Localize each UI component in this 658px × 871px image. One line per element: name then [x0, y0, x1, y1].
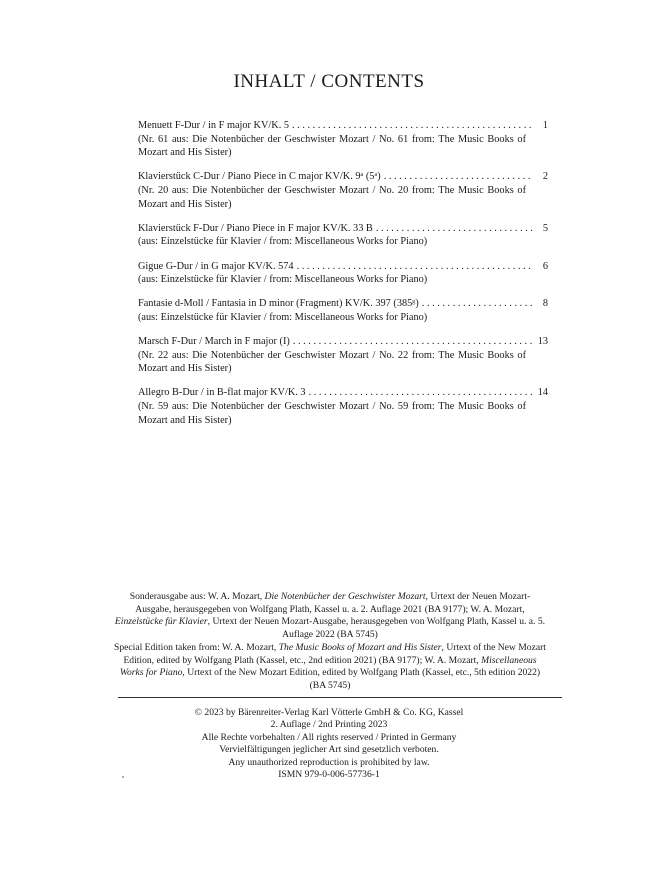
biblio-work-title: Miscellaneous Works for Piano,	[119, 654, 537, 679]
stray-mark	[122, 776, 124, 778]
biblio-work-title: Einzelstücke für Klavier	[114, 616, 208, 628]
toc-entry-title: Marsch F-Dur / March in F major (I)	[138, 336, 290, 348]
leader-dots	[292, 119, 533, 133]
leader-dots	[309, 386, 533, 400]
leader-dots	[376, 222, 533, 236]
biblio-text: Sonderausgabe aus: W. A. Mozart,	[129, 591, 265, 602]
leader-dots	[422, 297, 533, 311]
biblio-text: , Urtext der Neuen Mozart-Ausgabe, herausgegeben von Wolfgang Plath, Kassel u. a. 2. Auflage 2021 (BA 9177); W. A. Mozart,	[135, 591, 531, 615]
toc-page-number: 1	[542, 120, 548, 131]
leader-dots	[384, 170, 533, 184]
toc-page-number: 6	[542, 260, 548, 272]
leader-dots	[293, 335, 533, 349]
toc-entry	[138, 335, 548, 376]
toc-entry	[138, 222, 548, 249]
toc-entry-title: Allegro B-Dur / in B-flat major KV/K. 3	[138, 387, 306, 399]
toc-entry	[138, 170, 548, 211]
toc-page-number: 5	[542, 222, 548, 234]
toc-entry-title: Gigue G-Dur / in G major KV/K. 574	[138, 260, 294, 272]
toc-entry	[138, 260, 548, 287]
toc-entry-source: (aus: Einzelstücke für Klavier / from: Miscellaneous Works for Piano)	[138, 311, 428, 323]
ismn-line: ISMN 979-0-006-57736-1	[278, 769, 380, 781]
imprint	[0, 707, 658, 781]
toc-entry-title: Klavierstück F-Dur / Piano Piece in F major KV/K. 33 B	[138, 222, 373, 234]
toc-entry-title: Fantasie d-Moll / Fantasia in D minor (Fragment) KV/K. 397 (385ᵍ)	[138, 298, 419, 310]
biblio-work-title: The Music Books of Mozart and His Sister	[278, 642, 442, 653]
biblio-text: Urtext of the New Mozart Edition, edited by Wolfgang Plath (Kassel, etc., 5th edition 2022) (BA 5745)	[184, 667, 541, 692]
toc-entry-source: (aus: Einzelstücke für Klavier / from: Miscellaneous Works for Piano)	[138, 274, 428, 286]
toc-page-number: 8	[542, 298, 548, 310]
toc-entry-title: Klavierstück C-Dur / Piano Piece in C major KV/K. 9ᵃ (5ᵃ)	[138, 171, 381, 183]
toc-entry-source: (aus: Einzelstücke für Klavier / from: Miscellaneous Works for Piano)	[138, 236, 428, 248]
toc-entry-title: Menuett F-Dur / in F major KV/K. 5	[138, 120, 290, 131]
toc-page-number: 2	[542, 171, 548, 183]
toc-entry	[138, 119, 548, 160]
toc-entry	[138, 297, 548, 324]
toc-entry-source: (Nr. 20 aus: Die Notenbücher der Geschwister Mozart / No. 20 from: The Music Books of Mozart and His Sister)	[138, 184, 526, 210]
reproduction-notice-en: Any unauthorized reproduction is prohibited by law.	[228, 756, 430, 768]
table-of-contents	[138, 119, 548, 438]
copyright-line: © 2023 by Bärenreiter-Verlag Karl Vötterle GmbH & Co. KG, Kassel	[194, 707, 464, 718]
rights-line: Alle Rechte vorbehalten / All rights reserved / Printed in Germany	[201, 731, 457, 743]
biblio-text: , Urtext of the New Mozart Edition, edited by Wolfgang Plath (Kassel, etc., 2nd edition 2021) (BA 9177); W. A. Mozart,	[123, 642, 546, 666]
biblio-text: Special Edition taken from: W. A. Mozart,	[114, 642, 279, 653]
biblio-text: , Urtext der Neuen Mozart-Ausgabe, herausgegeben von Wolfgang Plath, Kassel u. a. 5. Auflage 2022 (BA 5745)	[207, 616, 546, 641]
bibliographic-note-english	[112, 642, 548, 693]
reproduction-notice-de: Vervielfältigungen jeglicher Art sind gesetzlich verboten.	[219, 744, 439, 756]
toc-page-number: 14	[537, 387, 548, 399]
page-title: INHALT / CONTENTS	[233, 71, 425, 92]
toc-entry-source: (Nr. 59 aus: Die Notenbücher der Geschwister Mozart / No. 59 from: The Music Books of Mozart and His Sister)	[138, 401, 526, 426]
toc-page-number: 13	[537, 336, 548, 348]
leader-dots	[297, 260, 533, 274]
biblio-work-title: Die Notenbücher der Geschwister Mozart	[264, 591, 426, 602]
divider	[118, 697, 562, 698]
bibliographic-note-german	[112, 591, 548, 642]
printing-line: 2. Auflage / 2nd Printing 2023	[270, 719, 388, 731]
toc-entry	[138, 386, 548, 427]
toc-entry-source: (Nr. 61 aus: Die Notenbücher der Geschwister Mozart / No. 61 from: The Music Books of Mozart and His Sister)	[138, 133, 526, 159]
toc-entry-source: (Nr. 22 aus: Die Notenbücher der Geschwister Mozart / No. 22 from: The Music Books of Mozart and His Sister)	[138, 349, 526, 375]
